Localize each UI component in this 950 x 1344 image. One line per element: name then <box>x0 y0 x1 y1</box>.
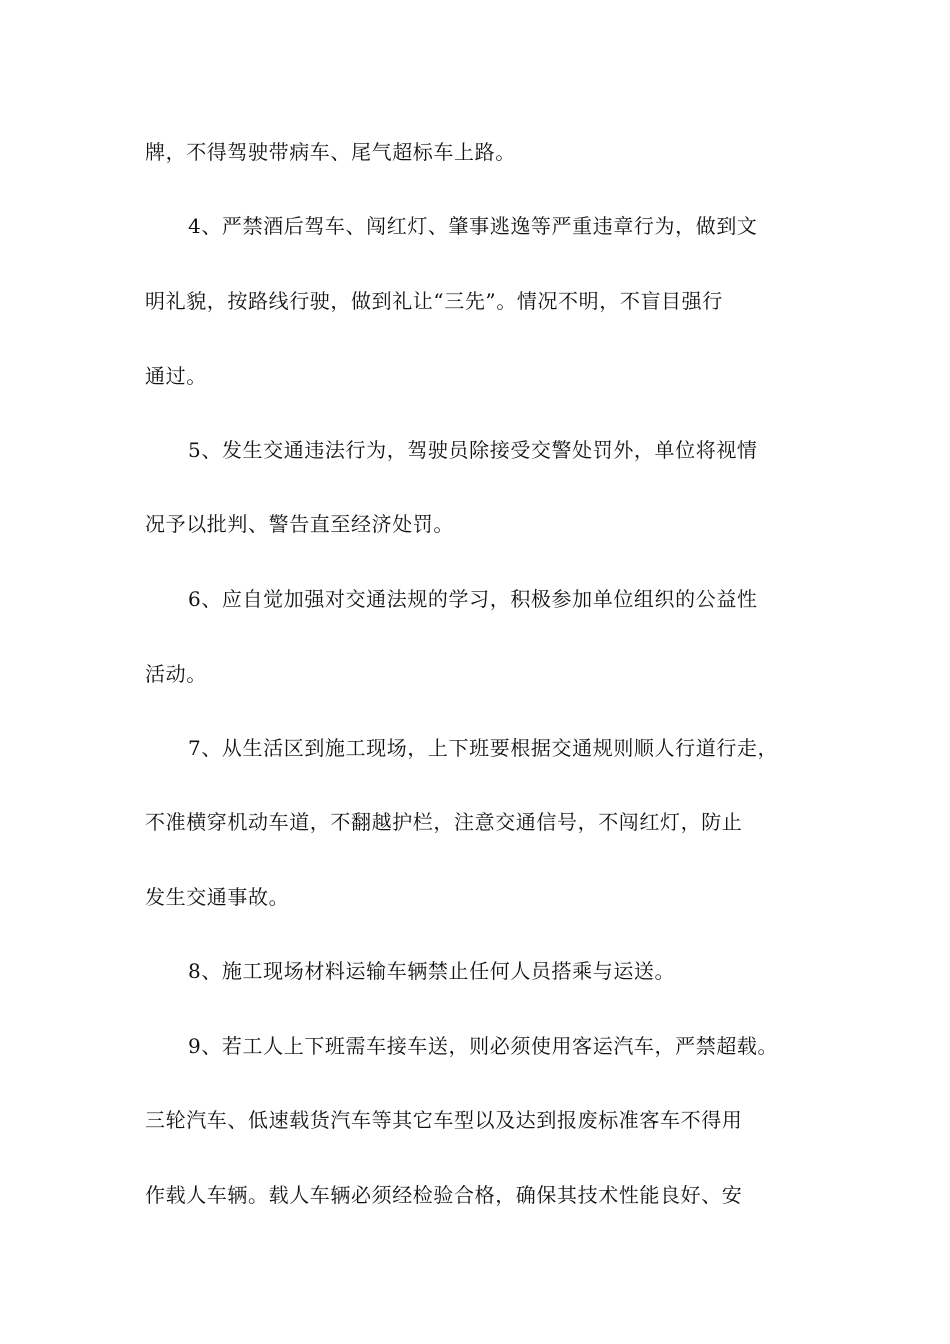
text-line-11: 发生交通事故。 <box>145 885 290 909</box>
text-line-6: 况予以批判、警告直至经济处罚。 <box>145 512 454 536</box>
text-line-15: 作载人车辆。载人车辆必须经检验合格，确保其技术性能良好、安 <box>145 1183 743 1207</box>
text-line-13: 9、若工人上下班需车接车送，则必须使用客运汽车，严禁超载。 <box>188 1034 779 1058</box>
text-line-4: 通过。 <box>145 364 207 388</box>
text-line-1: 牌，不得驾驶带病车、尾气超标车上路。 <box>145 140 516 164</box>
text-line-12: 8、施工现场材料运输车辆禁止任何人员搭乘与运送。 <box>188 959 676 983</box>
text-line-9: 7、从生活区到施工现场，上下班要根据交通规则顺人行道行走， <box>188 736 779 760</box>
text-line-2: 4、严禁酒后驾车、闯红灯、肇事逃逸等严重违章行为，做到文 <box>188 214 758 238</box>
text-line-14: 三轮汽车、低速载货汽车等其它车型以及达到报废标准客车不得用 <box>145 1108 743 1132</box>
text-line-5: 5、发生交通违法行为，驾驶员除接受交警处罚外，单位将视情 <box>188 438 758 462</box>
text-line-7: 6、应自觉加强对交通法规的学习，积极参加单位组织的公益性 <box>188 587 758 611</box>
text-line-3: 明礼貌，按路线行驶，做到礼让“三先”。情况不明，不盲目强行 <box>145 289 723 313</box>
text-line-10: 不准横穿机动车道，不翻越护栏，注意交通信号，不闯红灯，防止 <box>145 810 743 834</box>
text-line-8: 活动。 <box>145 662 207 686</box>
